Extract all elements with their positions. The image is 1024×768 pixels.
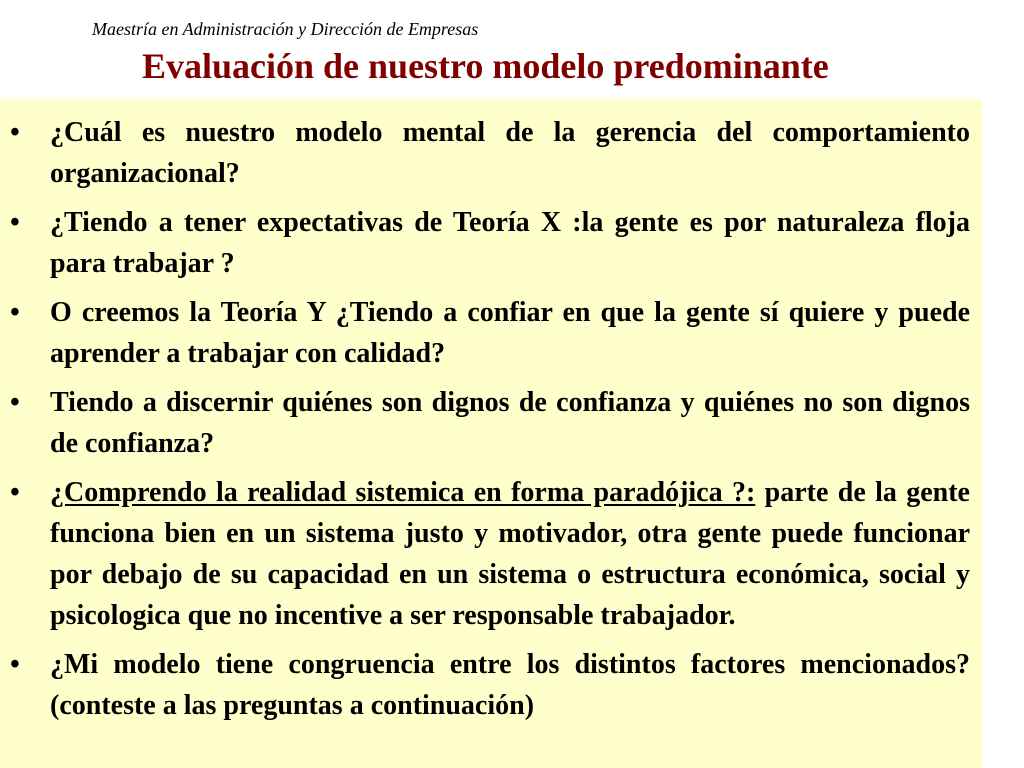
- slide-title: Evaluación de nuestro modelo predominante: [142, 46, 829, 86]
- bullet-item: [0, 382, 982, 464]
- bullet-item: [0, 202, 982, 284]
- bullet-text: parte de la gente funciona bien en un sistema justo y motivador, otra gente puede funcionar por debajo de su capacidad en un sistema o estructura económica, social y psicologica que no incentive a ser responsable trabajador.: [50, 477, 970, 631]
- bullet-item: [0, 292, 982, 374]
- bullet-item: [0, 644, 982, 726]
- bullet-text: Tiendo a discernir quiénes son dignos de confianza y quiénes no son dignos de confianza?: [50, 387, 970, 459]
- bullet-text: O creemos la Teoría Y ¿Tiendo a confiar en que la gente sí quiere y puede aprender a trabajar con calidad?: [50, 297, 970, 369]
- bullet-underlined-text: ¿Comprendo la realidad sistemica en forma paradójica ?:: [50, 477, 756, 508]
- bullet-dot-icon: •: [10, 297, 20, 328]
- bullet-text: ¿Tiendo a tener expectativas de Teoría X :la gente es por naturaleza floja para trabajar ?: [50, 207, 970, 279]
- content-panel: [0, 99, 982, 768]
- program-subtitle: Maestría en Administración y Dirección de Empresas: [92, 19, 479, 39]
- bullet-list: [0, 112, 982, 734]
- bullet-text: ¿Mi modelo tiene congruencia entre los distintos factores mencionados?(conteste a las preguntas a continuación): [50, 649, 970, 721]
- bullet-dot-icon: •: [10, 649, 20, 680]
- bullet-item: [0, 112, 982, 194]
- bullet-dot-icon: •: [10, 387, 20, 418]
- bullet-item: [0, 472, 982, 636]
- bullet-text: ¿Cuál es nuestro modelo mental de la gerencia del comportamiento organizacional?: [50, 117, 970, 189]
- bullet-dot-icon: •: [10, 477, 20, 508]
- bullet-dot-icon: •: [10, 207, 20, 238]
- bullet-dot-icon: •: [10, 117, 20, 148]
